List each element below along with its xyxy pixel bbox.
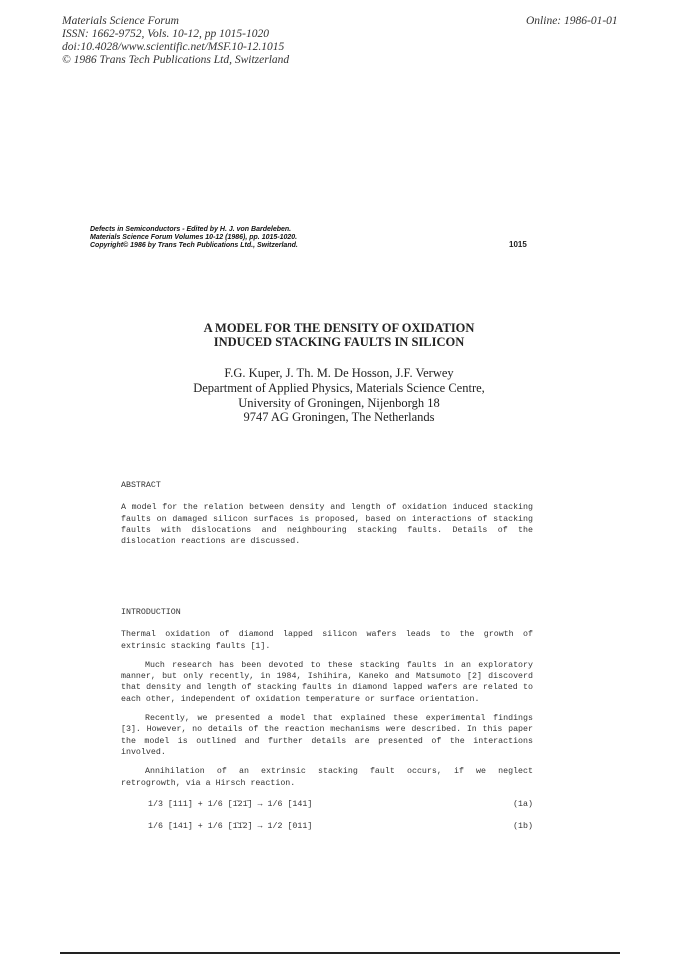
title-line: INDUCED STACKING FAULTS IN SILICON bbox=[213, 335, 465, 349]
paragraph: Annihilation of an extrinsic stacking fault occurs, if we neglect retrogrowth, via a Hirsch reaction. bbox=[121, 767, 533, 788]
paragraph: Thermal oxidation of diamond lapped silicon wafers leads to the growth of extrinsic stacking faults [1]. bbox=[121, 630, 533, 651]
editorial-note bbox=[90, 226, 298, 250]
affiliation-line: Department of Applied Physics, Materials Science Centre, bbox=[193, 380, 485, 395]
paragraph: Much research has been devoted to these stacking faults in an exploratory manner, but only recently, in 1984, Ishihira, Kaneko and Matsumoto [2] discoverd that density and length of stacking faults in diamond lapped wafers are related to each other, independent of oxidation temperature or surface orientation. bbox=[121, 660, 533, 704]
affiliation-line: University of Groningen, Nijenborgh 18 bbox=[238, 395, 440, 410]
introduction-section bbox=[121, 607, 533, 797]
editorial-line: Copyright© 1986 by Trans Tech Publications Ltd., Switzerland. bbox=[90, 242, 298, 249]
abstract-section bbox=[121, 480, 533, 555]
copyright-line: © 1986 Trans Tech Publications Ltd, Switzerland bbox=[62, 54, 290, 66]
affiliation-line: 9747 AG Groningen, The Netherlands bbox=[243, 410, 435, 425]
online-date: Online: 1986-01-01 bbox=[526, 15, 618, 27]
issn-line: ISSN: 1662-9752, Vols. 10-12, pp 1015-1020 bbox=[62, 28, 269, 40]
paper-title bbox=[0, 321, 678, 349]
equation-label: (1a) bbox=[513, 800, 533, 809]
abstract-text: A model for the relation between density and length of oxidation induced stacking faults on damaged silicon surfaces is proposed, based on interactions of stacking faults with dislocations and neighbouring stacking faults. Details of the dislocation reactions are discussed. bbox=[121, 503, 533, 547]
equation-text: 1/6 [141] + 1/6 [1̄1̄2] → 1/2 [011] bbox=[148, 822, 313, 831]
equation-label: (1b) bbox=[513, 822, 533, 831]
abstract-heading: ABSTRACT bbox=[121, 481, 161, 490]
equation-text: 1/3 [111] + 1/6 [1̄21̄] → 1/6 [141] bbox=[148, 800, 313, 809]
authors-block bbox=[0, 366, 678, 425]
equation-1b bbox=[148, 822, 533, 831]
doi-line: doi:10.4028/www.scientific.net/MSF.10-12.1015 bbox=[62, 41, 285, 53]
editorial-line: Materials Science Forum Volumes 10-12 (1986), pp. 1015-1020. bbox=[90, 234, 298, 241]
journal-name: Materials Science Forum bbox=[62, 15, 179, 27]
paragraph: Recently, we presented a model that explained these experimental findings [3]. However, no details of the reaction mechanisms were described. In this paper the model is outlined and further details are presented of the interactions involved. bbox=[121, 714, 533, 757]
introduction-heading: INTRODUCTION bbox=[121, 608, 181, 617]
editorial-line: Defects in Semiconductors - Edited by H. J. von Bardeleben. bbox=[90, 226, 292, 233]
title-line: A MODEL FOR THE DENSITY OF OXIDATION bbox=[203, 321, 475, 335]
journal-header bbox=[62, 15, 289, 67]
footer-rule bbox=[60, 952, 620, 954]
author-names: F.G. Kuper, J. Th. M. De Hosson, J.F. Verwey bbox=[224, 366, 454, 380]
page-number: 1015 bbox=[509, 240, 527, 249]
equation-1a bbox=[148, 800, 533, 809]
